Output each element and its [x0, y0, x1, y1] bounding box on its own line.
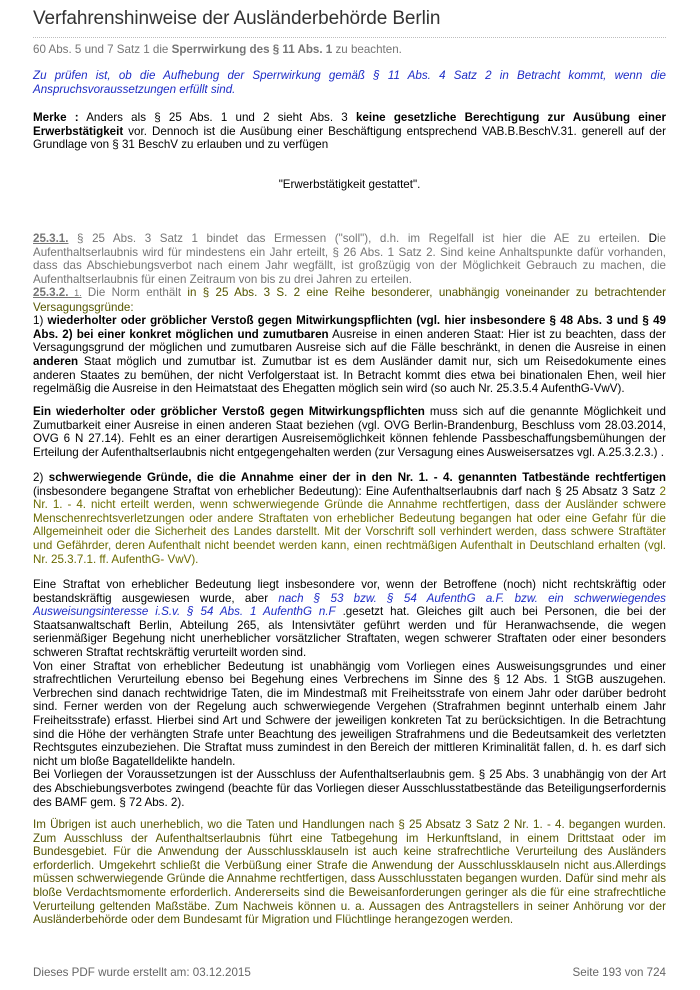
title-divider: [33, 37, 666, 38]
text: vor. Dennoch ist die Ausübung einer Beschäftigung entsprechend VAB.B.BeschV.31. generell auf der Grundlage von § 31 BeschV zu erlauben und zu verfügen: [33, 124, 666, 152]
text-bold: anderen: [33, 354, 79, 368]
text: ie Aufenthaltserlaubnis wird für mindestens ein Jahr erteilt, § 26 Abs. 1 Satz 2. Sind keine Anhaltspunkte dafür vorhanden, dass das Abschiebungsverbot nach einem Jahr wegfällt, ist großzügig von der Möglichkeit Gebrauch zu machen, die Aufenthaltserlaubnis für einen Zeitraum von bis zu drei Jahren zu erteilen.: [33, 232, 666, 286]
mitwirkung-paragraph: [33, 405, 666, 459]
final-paragraph: [33, 818, 666, 927]
text: 2): [33, 471, 49, 484]
text-bold: Sperrwirkung des § 11 Abs. 1: [171, 43, 333, 56]
text: Die Norm enthält: [81, 286, 188, 299]
text: § 25 Abs. 3 Satz 1 bindet das Ermessen ("soll"), d.h. im Regelfall ist hier die AE zu erteilen.: [68, 232, 649, 245]
straftat-paragraphs: [33, 578, 666, 809]
intro-pruefung: [33, 69, 666, 96]
page-title: Verfahrenshinweise der Ausländerbehörde Berlin: [33, 8, 441, 29]
text: Ausreise in einen anderen Staat: Hier ist zu beachten, dass der Versagungsgrund der möglichen und zumutbaren Ausreise sich auf die Fälle beschränkt, in denen die Ausreise in einen: [33, 327, 666, 355]
text: zu beachten.: [332, 43, 402, 56]
text-bold: schwerwiegende Gründe, die die Annahme einer der in den Nr. 1. - 4. genannten Tatbestände rechtfertigen: [48, 471, 667, 484]
text-bold: keine gesetzliche Berechtigung zur Ausübung einer Erwerbstätigkeit: [33, 111, 666, 138]
text: Bei Vorliegen der Voraussetzungen ist der Ausschluss der Aufenthaltserlaubnis gem. § 25 Abs. 3 unabhängig von der Art des Abschiebungsverbotes zwingend (beachte für das Vorliegen dieser Ausschlusstatbestände das Beteiligungserfordernis des BAMF gem. § 72 Abs. 2).: [33, 768, 666, 809]
text: in § 25 Abs. 3 S. 2 eine Reihe besonderer, unabhängig voneinander zu betrachtender Versagungsgründe:: [33, 286, 666, 314]
section-number: 25.3.1.: [33, 232, 69, 245]
merke-label: Merke :: [33, 111, 79, 124]
text: 1): [33, 314, 48, 328]
text: .gesetzt hat. Gleiches gilt auch bei Personen, die bei der Staatsanwaltschaft Berlin, Abteilung 265, als Intensivtäter geführt werden und für Heranwachsende, die wegen serienmäßiger Begehung nicht unerheblicher vorsätzlicher Straftaten, wegen schwerer Straftaten oder einer besonders schweren Straftat rechtskräftig verurteilt worden sind.: [33, 605, 666, 659]
merke-paragraph: [33, 111, 666, 152]
text: 2 Nr. 1. - 4. nicht erteilt werden, wenn schwerwiegende Gründe die Annahme rechtfertigen, dass der Ausländer schwere Menschenrechtsverletzungen oder andere Straftaten von erheblicher Bedeutung begangen hat oder eine Gefahr für die Allgemeinheit oder die Sicherheit des Landes darstellt. Mit der Vorschrift soll verhindert werden, dass schwere Straftäter und Gefährder, deren Aufenthalt nicht beendet werden kann, einen rechtmäßigen Aufenthalt in Deutschland erhalten (vgl. Nr. 25.3.7.1. ff. AufenthG- VwV).: [33, 484, 666, 566]
text: muss sich auf die genannte Möglichkeit und Zumutbarkeit einer Ausreise in einen anderen Staat beziehen (vgl. OVG Berlin-Brandenburg, Beschluss vom 28.03.2014, OVG 6 N 27.14). Fehlt es an einer derartigen Ausreisemöglichkeit können fehlende Passbeschaffungsbemühungen der Erteilung der Aufenthaltserlaubnis nicht entgegengehalten werden (zur Versagung eines Ausweisersatzes vgl. A.25.3.2.3.) .: [33, 405, 666, 459]
intro-sperrwirkung: [33, 43, 666, 57]
text: 60 Abs. 5 und 7 Satz 1 die: [33, 43, 172, 56]
section-25-3-2: [33, 286, 666, 396]
footer-created-date: Dieses PDF wurde erstellt am: 03.12.2015: [33, 966, 251, 979]
text: "Erwerbstätigkeit gestattet".: [278, 178, 421, 191]
text: (insbesondere begangene Straftat von erheblicher Bedeutung): Eine Aufenthaltserlaubnis darf nach § 25 Absatz 3 Satz: [33, 484, 660, 498]
text: D: [648, 232, 657, 245]
text-bold: Ein wiederholter oder gröblicher Verstoß gegen Mitwirkungspflichten: [33, 405, 425, 418]
quote-erwerbstaetigkeit: [33, 178, 666, 192]
text: Zu prüfen ist, ob die Aufhebung der Sperrwirkung gemäß § 11 Abs. 4 Satz 2 in Betracht kommt, wenn die Anspruchsvoraussetzungen erfüllt sind.: [33, 69, 666, 96]
text: nach § 53 bzw. § 54 AufenthG a.F. bzw. ein schwerwiegendes Ausweisungsinteresse i.S.v. § 54 Abs. 1 AufenthG n.F: [33, 591, 666, 619]
section-25-3-1: [33, 232, 666, 286]
section-number: 25.3.2.: [33, 286, 69, 299]
text: Eine Straftat von erheblicher Bedeutung liegt insbesondere vor, wenn der Betroffene (noch) nicht rechtskräftig oder bestandskräftig ausgewiesen wurde, aber: [33, 578, 666, 605]
footer-page-number: Seite 193 von 724: [572, 966, 666, 979]
item-2-paragraph: [33, 471, 666, 566]
text: Von einer Straftat von erheblicher Bedeutung ist unabhängig vom Vorliegen eines Ausweisungsgrundes und einer strafrechtlichen Verurteilung ebenso bei Begehung eines Verbrechens im Sinne des § 12 Abs. 1 StGB auszugehen. Verbrechen sind danach rechtwidrige Taten, die im Mindestmaß mit Freiheitsstrafe von einem Jahr oder darüber bedroht sind. Ferner werden von der Regelung auch schwerwiegende Vergehen (Strafrahmen beginnt unterhalb einem Jahr Freiheitsstrafe) erfasst. Hierbei sind Art und Schwere der jeweiligen konkreten Tat zu berücksichtigen. In die Betrachtung sind die Höhe der verhängten Strafe unter Beachtung des jeweiligen Strafrahmens und die Bedeutsamkeit des verletzten Rechtsgutes einzubeziehen. Die Straftat muss zumindest in den Bereich der mittleren Kriminalität fallen, d. h. es darf sich nicht um bloße Bagatelldelikte handeln.: [33, 659, 666, 768]
text: Anders als § 25 Abs. 1 und 2 sieht Abs. 3: [78, 111, 356, 124]
text-bold: wiederholter oder gröblicher Verstoß gegen Mitwirkungspflichten (vgl. hier insbesondere § 48 Abs. 3 und § 49 Abs. 2) bei einer konkret möglichen und zumutbaren: [33, 314, 666, 341]
text: Staat möglich und zumutbar ist. Zumutbar ist es dem Ausländer damit nur, sich um Reisedokumente eines anderen Staates zu bemühen, der nicht Verfolgerstaat ist. In Betracht kommt dies etwa bei binationalen Ehen, weil hier regelmäßig die Ausreise in den Heimatstaat des Ehegatten möglich sein wird (so auch Nr. 25.3.5.4 AufenthG-VwV).: [33, 354, 666, 396]
text: 1.: [68, 288, 82, 298]
text: Im Übrigen ist auch unerheblich, wo die Taten und Handlungen nach § 25 Absatz 3 Satz 2 Nr. 1. - 4. begangen wurden. Zum Ausschluss der Aufenthaltserlaubnis führt eine Tatbegehung im Herkunftsland, in einem Drittstaat oder im Bundesgebiet. Für die Anwendung der Ausschlussklauseln ist auch keine strafrechtliche Verurteilung des Ausländers erforderlich. Umgekehrt schließt die Verbüßung einer Strafe die Anwendung der Ausschlussklauseln nicht aus.Allerdings müssen schwerwiegende Gründe die Annahme rechtfertigen, dass Ausschlusstaten begangen wurden. Dafür sind mehr als bloße Verdachtsmomente erforderlich. Andererseits sind die Beweisanforderungen geringer als die für eine strafrechtliche Verurteilung geltenden Maßstäbe. Zum Nachweis können u. a. Aussagen des Antragstellers in seiner Anhörung vor der Ausländerbehörde oder dem Bundesamt für Migration und Flüchtlinge herangezogen werden.: [33, 818, 666, 927]
